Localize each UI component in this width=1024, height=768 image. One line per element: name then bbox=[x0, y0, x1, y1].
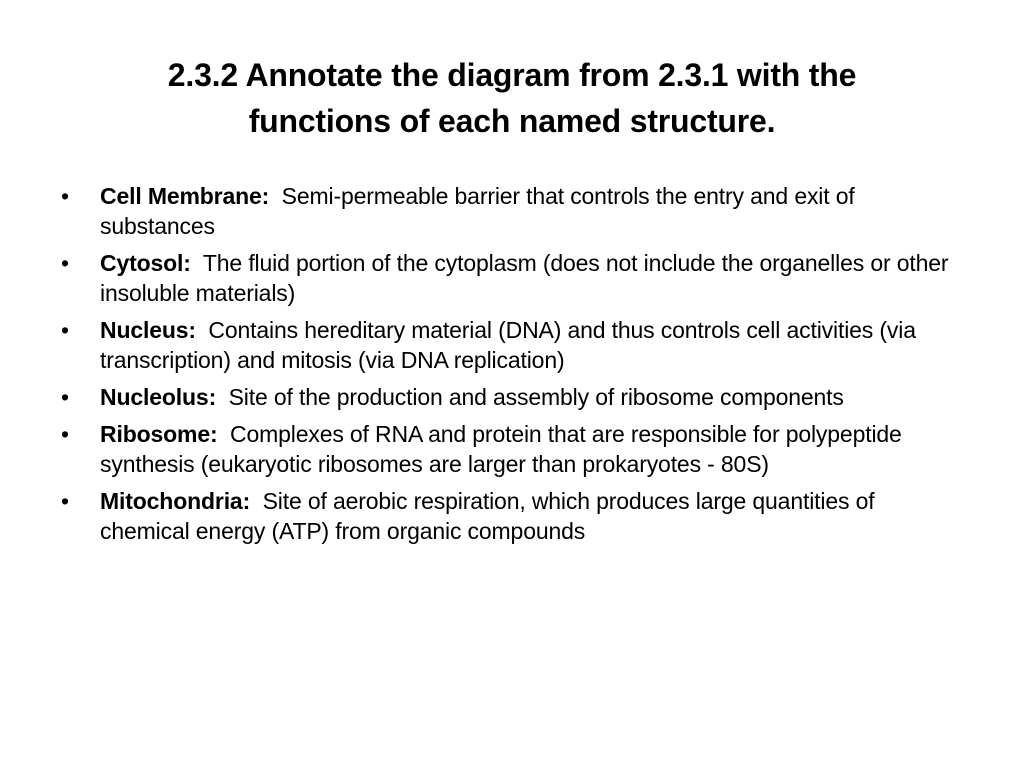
bullet-icon: • bbox=[61, 421, 69, 447]
slide-title bbox=[90, 52, 934, 144]
title-line-1: 2.3.2 Annotate the diagram from 2.3.1 with the bbox=[167, 57, 857, 93]
term-description: The fluid portion of the cytoplasm (does not include the organelles or other insoluble materials) bbox=[100, 250, 949, 306]
term-description: Semi-permeable barrier that controls the entry and exit of substances bbox=[100, 183, 855, 239]
list-item-cytosol bbox=[60, 248, 960, 308]
term-description: Complexes of RNA and protein that are responsible for polypeptide synthesis (eukaryotic ribosomes are larger than prokaryotes - 80S) bbox=[100, 421, 902, 477]
bullet-icon: • bbox=[61, 250, 69, 276]
list-item-mitochondria bbox=[60, 486, 960, 546]
term-label: Ribosome: bbox=[100, 421, 218, 447]
bullet-icon: • bbox=[61, 183, 69, 209]
term-label: Cytosol: bbox=[100, 250, 191, 276]
list-item-ribosome bbox=[60, 419, 960, 479]
structure-function-list bbox=[60, 181, 960, 553]
term-description: Site of the production and assembly of ribosome components bbox=[228, 384, 844, 410]
list-item-nucleus bbox=[60, 315, 960, 375]
title-line-2: functions of each named structure. bbox=[248, 103, 776, 139]
term-label: Nucleus: bbox=[100, 317, 196, 343]
bullet-icon: • bbox=[61, 317, 69, 343]
list-item-cell-membrane bbox=[60, 181, 960, 241]
bullet-icon: • bbox=[61, 488, 69, 514]
term-label: Mitochondria: bbox=[100, 488, 251, 514]
term-description: Contains hereditary material (DNA) and thus controls cell activities (via transcription) and mitosis (via DNA replication) bbox=[100, 317, 916, 373]
term-label: Cell Membrane: bbox=[100, 183, 270, 209]
list-item-nucleolus bbox=[60, 382, 960, 412]
bullet-icon: • bbox=[61, 384, 69, 410]
term-description: Site of aerobic respiration, which produces large quantities of chemical energy (ATP) from organic compounds bbox=[100, 488, 875, 544]
term-label: Nucleolus: bbox=[100, 384, 217, 410]
